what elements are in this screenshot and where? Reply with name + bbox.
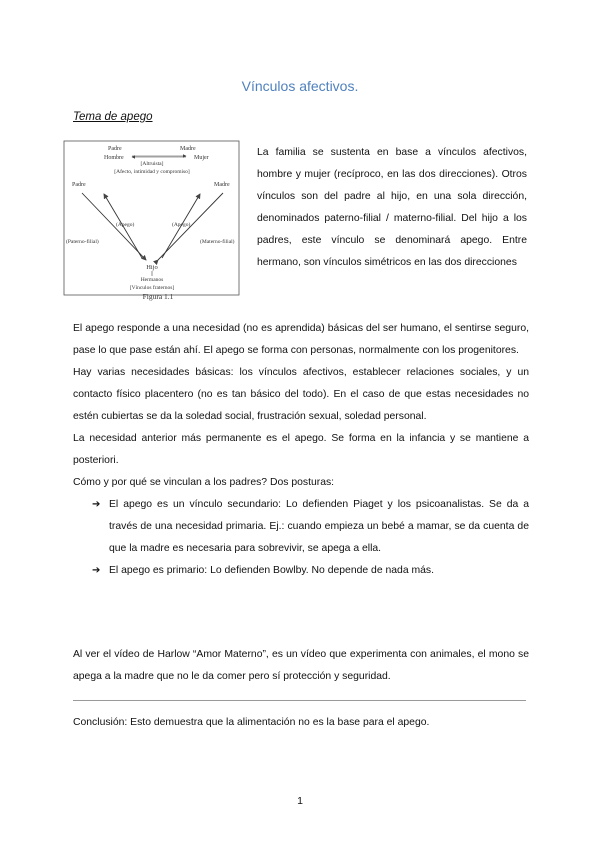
paragraph: Hay varias necesidades básicas: los vínculos afectivos, establecer relaciones sociales, y un contacto físico placentero (no es tan básico del todo). En el caso de que estas necesidades no estén cubiertas se da la soledad social, frustración sexual, soledad personal. [73,367,529,422]
paragraph: La necesidad anterior más permanente es el apego. Se forma en la infancia y se mantiene a posteriori. [73,433,529,466]
figure-caption: Figura 1.1 [142,292,174,301]
arrow-bullet-icon: ➔ [92,499,101,510]
label-hermanos: Hermanos [140,277,164,283]
conclusion-paragraph: Conclusión: Esto demuestra que la alimentación no es la base para el apego. [73,717,430,728]
label-hombre: Hombre [104,155,124,161]
horizontal-divider [73,700,526,701]
label-madre-right: Madre [214,182,230,188]
page-number: 1 [297,795,303,807]
label-vinculos-fraternos: [Vínculos fraternos] [129,285,175,291]
label-apego-left: (Apego) [116,222,135,228]
line-madre-hijo [158,193,223,260]
main-body [73,318,529,582]
label-materno-filial: (Materno-filial) [200,239,235,245]
label-apego-right: (Apego) [172,222,191,228]
bullet-item [92,560,529,582]
label-mujer: Mujer [194,155,209,161]
label-hijo: Hijo [146,264,158,271]
section-subtitle: Tema de apego [73,111,153,123]
harlow-paragraph: Al ver el vídeo de Harlow “Amor Materno”, es un vídeo que experimenta con animales, el mono se apega a la madre que no le da comer pero sí protección y seguridad. [73,649,529,682]
label-altruista: [Altruista] [140,161,164,167]
bullet-text: El apego es primario: Lo defienden Bowlby. No depende de nada más. [109,565,435,576]
bullet-item [92,494,529,560]
label-afecto: [Afecto, intimidad y compromiso] [114,169,190,175]
paragraph: El apego responde a una necesidad (no es aprendida) básicas del ser humano, el sentirse seguro, pase lo que pase están ahí. El apego se forma con personas, normalmente con los progenitores. [73,323,529,356]
label-madre-top: Madre [180,146,196,152]
line-padre-hijo [82,193,146,260]
page-title: Vínculos afectivos. [241,78,359,94]
bullet-text: El apego es un vínculo secundario: Lo defienden Piaget y los psicoanalistas. Se da a través de una necesidad primaria. Ej.: cuando empieza un bebé a mamar, se da cuenta de que la madre es necesaria para sobrevivir, se apega a ella. [109,499,529,554]
diagram-svg [60,138,243,298]
attachment-diagram [60,138,243,303]
label-padre-top: Padre [108,146,122,152]
bullet-list [73,494,529,582]
arrow-bullet-icon: ➔ [92,565,101,576]
label-padre-left: Padre [72,182,86,188]
intro-paragraph: La familia se sustenta en base a vínculos afectivos, hombre y mujer (recíproco, en las dos direcciones). Otros vínculos son del padre al hijo, en una sola dirección, denominados paterno-filial / materno-filial. Del hijo a los padres, este vínculo se denominará apego. Entre hermano, son vínculos simétricos en las dos direcciones [257,147,527,268]
paragraph: Cómo y por qué se vinculan a los padres? Dos posturas: [73,477,335,488]
label-paterno-filial: (Paterno-filial) [66,239,99,245]
